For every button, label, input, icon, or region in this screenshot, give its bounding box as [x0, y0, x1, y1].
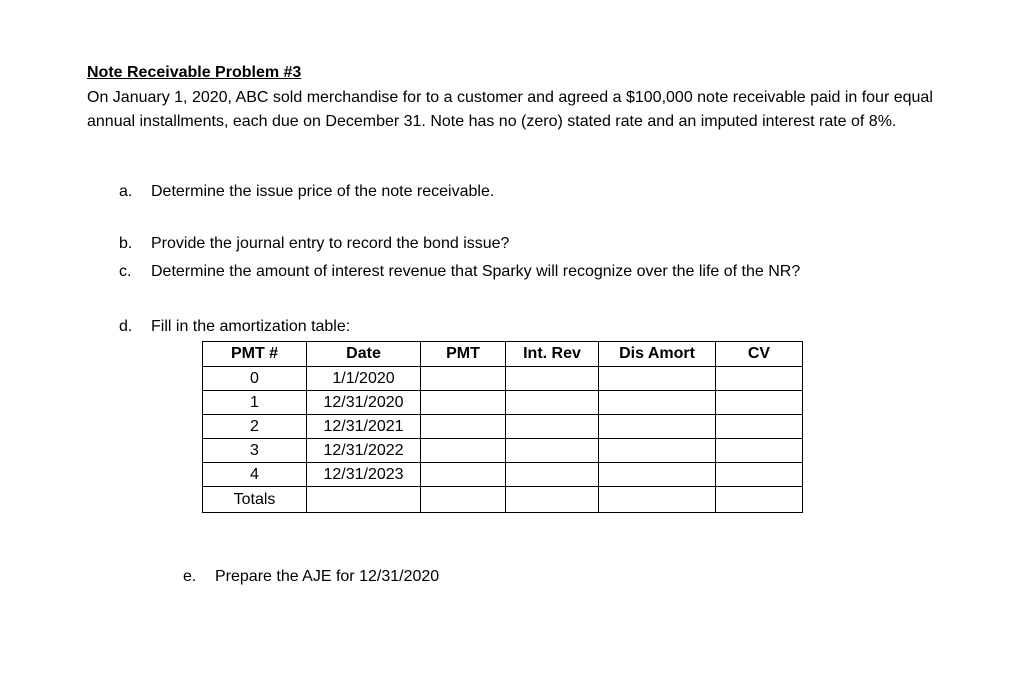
cell-dis-amort[interactable]: [599, 415, 716, 439]
cell-pmt[interactable]: [421, 367, 506, 391]
cell-dis-amort[interactable]: [599, 463, 716, 487]
cell-pmt-num: 3: [203, 439, 307, 463]
cell-date: 12/31/2021: [307, 415, 421, 439]
cell-dis-amort[interactable]: [599, 391, 716, 415]
problem-statement: On January 1, 2020, ABC sold merchandise for to a customer and agreed a $100,000 note receivable paid in four equal annual installments, each due on December 31. Note has no (zero) stated rate and an imputed interest rate of 8%.: [87, 89, 933, 130]
cell-int-rev[interactable]: [506, 415, 599, 439]
table-header-row: [203, 342, 803, 367]
question-e-letter: e.: [183, 568, 197, 585]
table-row: [203, 391, 803, 415]
cell-date: 1/1/2020: [307, 367, 421, 391]
cell-int-rev[interactable]: [506, 463, 599, 487]
cell-pmt[interactable]: [421, 463, 506, 487]
cell-int-rev[interactable]: [506, 439, 599, 463]
cell-pmt[interactable]: [421, 415, 506, 439]
cell-cv[interactable]: [716, 415, 803, 439]
question-c-letter: c.: [119, 263, 132, 280]
cell-dis-amort[interactable]: [599, 367, 716, 391]
cell-dis-amort[interactable]: [599, 439, 716, 463]
totals-int-rev[interactable]: [506, 487, 599, 513]
header-pmt: PMT: [421, 342, 506, 367]
question-a-letter: a.: [119, 183, 133, 200]
cell-cv[interactable]: [716, 391, 803, 415]
table-row: [203, 367, 803, 391]
table-row: [203, 439, 803, 463]
amortization-table: [202, 341, 803, 513]
cell-cv[interactable]: [716, 463, 803, 487]
cell-pmt-num: 0: [203, 367, 307, 391]
question-e-text: Prepare the AJE for 12/31/2020: [215, 568, 440, 585]
question-b-letter: b.: [119, 235, 133, 252]
cell-pmt-num: 1: [203, 391, 307, 415]
question-b-text: Provide the journal entry to record the bond issue?: [151, 235, 510, 252]
cell-date: 12/31/2020: [307, 391, 421, 415]
cell-pmt[interactable]: [421, 439, 506, 463]
cell-int-rev[interactable]: [506, 367, 599, 391]
header-int-rev: Int. Rev: [506, 342, 599, 367]
cell-pmt[interactable]: [421, 391, 506, 415]
cell-cv[interactable]: [716, 439, 803, 463]
totals-dis-amort[interactable]: [599, 487, 716, 513]
totals-row: [203, 487, 803, 513]
header-cv: CV: [716, 342, 803, 367]
page-title: Note Receivable Problem #3: [87, 64, 302, 81]
table-row: [203, 415, 803, 439]
header-pmt-num: PMT #: [203, 342, 307, 367]
cell-pmt-num: 2: [203, 415, 307, 439]
question-d-text: Fill in the amortization table:: [151, 318, 351, 335]
table-row: [203, 463, 803, 487]
totals-label: Totals: [203, 487, 307, 513]
totals-pmt[interactable]: [421, 487, 506, 513]
header-date: Date: [307, 342, 421, 367]
cell-cv[interactable]: [716, 367, 803, 391]
cell-int-rev[interactable]: [506, 391, 599, 415]
cell-date: [307, 487, 421, 513]
cell-date: 12/31/2022: [307, 439, 421, 463]
header-dis-amort: Dis Amort: [599, 342, 716, 367]
question-a-text: Determine the issue price of the note receivable.: [151, 183, 495, 200]
question-c-text: Determine the amount of interest revenue that Sparky will recognize over the life of the NR?: [151, 263, 801, 280]
cell-date: 12/31/2023: [307, 463, 421, 487]
totals-cv[interactable]: [716, 487, 803, 513]
question-d-letter: d.: [119, 318, 133, 335]
cell-pmt-num: 4: [203, 463, 307, 487]
